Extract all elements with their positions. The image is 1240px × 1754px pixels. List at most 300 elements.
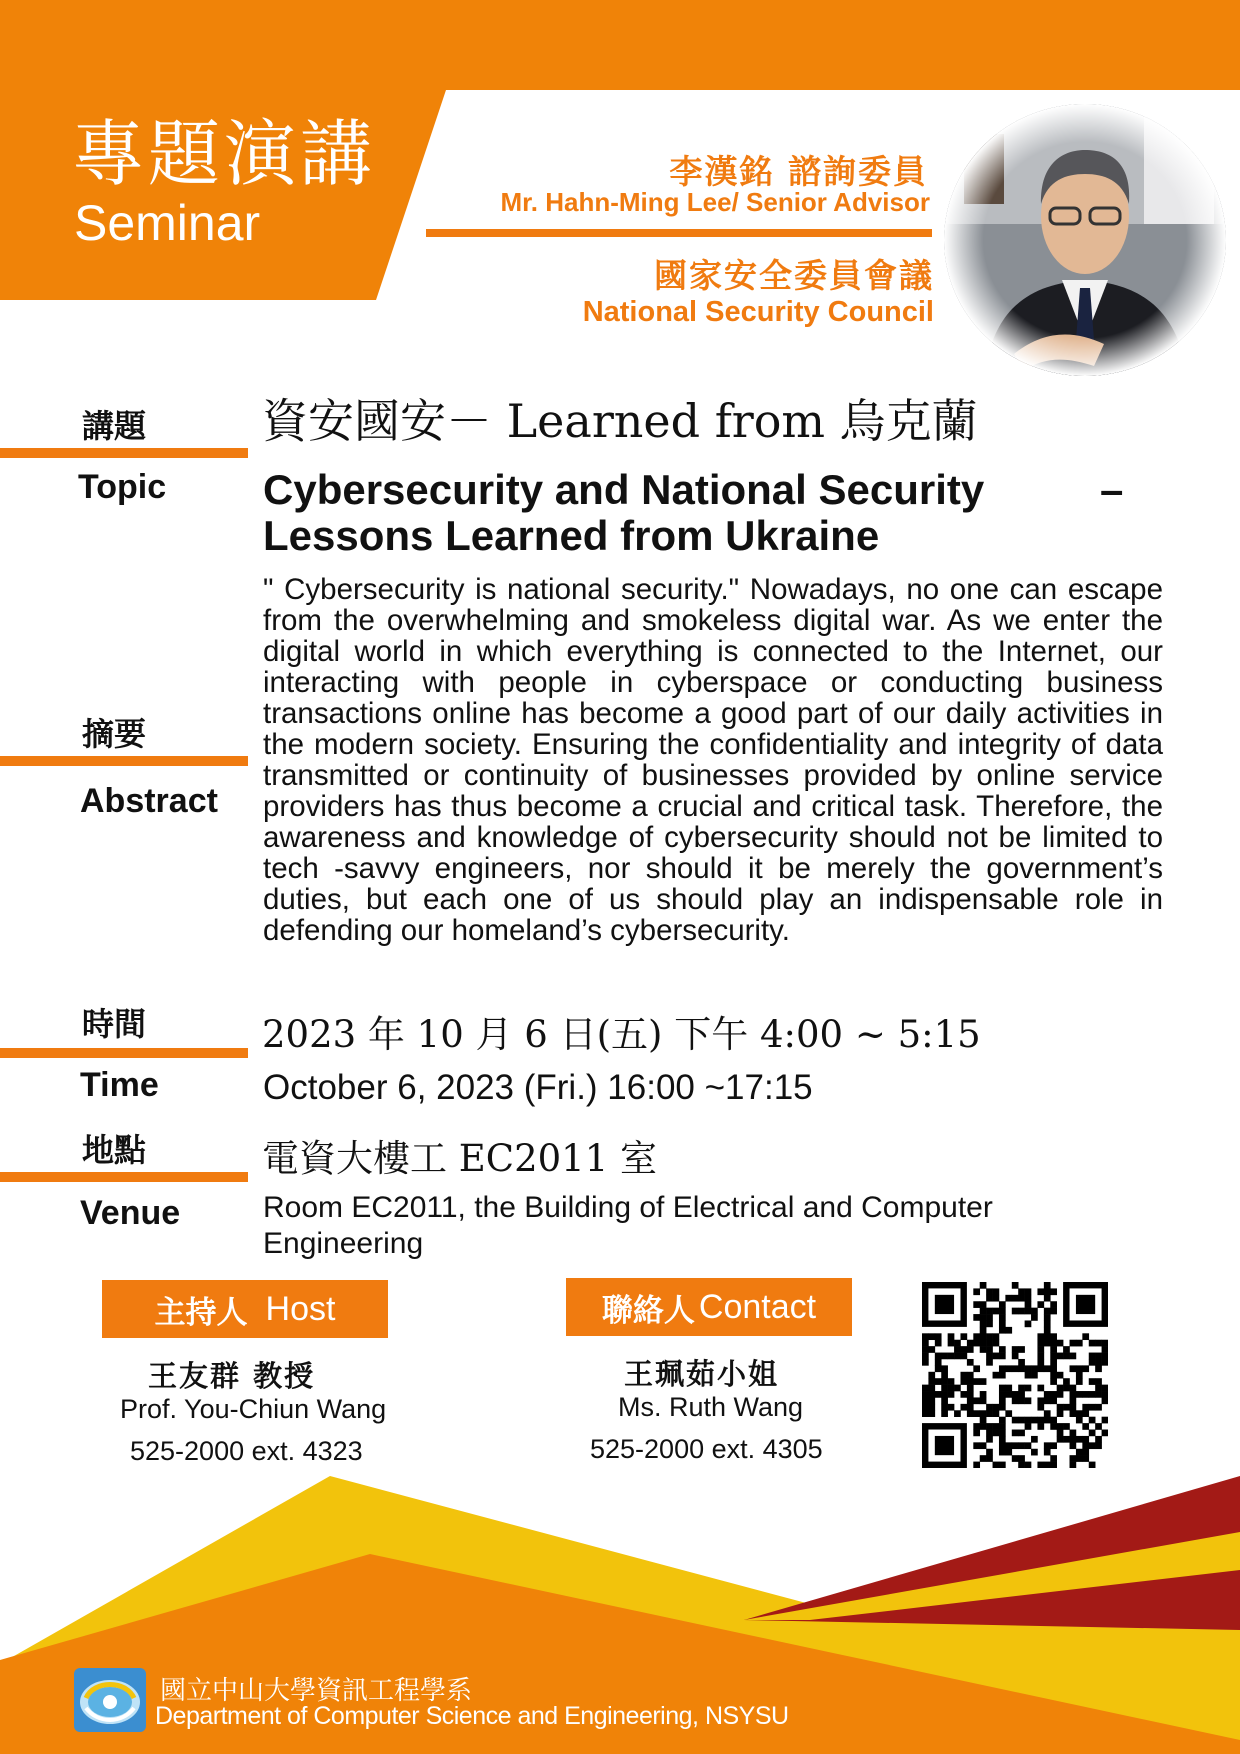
qr-module (922, 1385, 929, 1392)
qr-module (986, 1308, 993, 1315)
qr-module (1044, 1397, 1051, 1404)
qr-module (986, 1295, 993, 1302)
qr-module (1076, 1340, 1083, 1347)
qr-module (1025, 1308, 1032, 1315)
qr-module (960, 1372, 967, 1379)
qr-module (1082, 1449, 1089, 1456)
qr-module (980, 1417, 987, 1424)
qr-module (993, 1404, 1000, 1411)
qr-module (980, 1301, 987, 1308)
qr-module (967, 1391, 974, 1398)
qr-module (1012, 1282, 1019, 1289)
qr-module (1031, 1314, 1038, 1321)
qr-module (1005, 1327, 1012, 1334)
qr-module (986, 1449, 993, 1456)
qr-module (922, 1340, 929, 1347)
qr-module (973, 1365, 980, 1372)
qr-module (1076, 1391, 1083, 1398)
seminar-title-en: Seminar (74, 195, 261, 251)
qr-module (1057, 1385, 1064, 1392)
qr-module (999, 1320, 1006, 1327)
qr-module (1102, 1391, 1108, 1398)
qr-module (999, 1462, 1006, 1468)
qr-module (980, 1308, 987, 1315)
abstract-label-en: Abstract (80, 782, 218, 820)
qr-module (928, 1391, 935, 1398)
qr-module (1063, 1378, 1070, 1385)
qr-module (1089, 1391, 1096, 1398)
qr-module (948, 1353, 955, 1360)
qr-module (1037, 1340, 1044, 1347)
qr-module (999, 1301, 1006, 1308)
qr-module (1005, 1442, 1012, 1449)
qr-module (1070, 1353, 1077, 1360)
qr-module (954, 1340, 961, 1347)
qr-module (1070, 1462, 1077, 1468)
qr-module (1089, 1462, 1096, 1468)
qr-module (967, 1359, 974, 1366)
qr-module (1037, 1288, 1044, 1295)
qr-module (922, 1353, 929, 1360)
qr-module (1037, 1301, 1044, 1308)
qr-module (1102, 1340, 1108, 1347)
qr-module (922, 1404, 929, 1411)
qr-module (980, 1346, 987, 1353)
qr-module (1044, 1295, 1051, 1302)
qr-module (993, 1410, 1000, 1417)
qr-module (973, 1333, 980, 1340)
qr-module (1018, 1442, 1025, 1449)
qr-module (1057, 1353, 1064, 1360)
qr-module (1050, 1333, 1057, 1340)
qr-module (1095, 1378, 1102, 1385)
qr-module (973, 1314, 980, 1321)
qr-finder-pattern (1076, 1295, 1095, 1314)
qr-module (1095, 1436, 1102, 1443)
contact-badge (566, 1278, 852, 1336)
qr-module (973, 1397, 980, 1404)
qr-module (1037, 1333, 1044, 1340)
qr-module (1057, 1423, 1064, 1430)
qr-module (1089, 1417, 1096, 1424)
qr-module (1018, 1359, 1025, 1366)
host-name-zh: 王友群 教授 (148, 1359, 316, 1393)
qr-module (1044, 1327, 1051, 1334)
qr-module (1037, 1397, 1044, 1404)
qr-module (999, 1327, 1006, 1334)
qr-module (973, 1340, 980, 1347)
qr-module (1095, 1359, 1102, 1366)
qr-module (993, 1430, 1000, 1437)
qr-module (1063, 1353, 1070, 1360)
contact-badge-zh: 聯絡人 (601, 1292, 695, 1329)
qr-module (1095, 1385, 1102, 1392)
qr-module (1031, 1449, 1038, 1456)
qr-module (1018, 1430, 1025, 1437)
contact-name-en: Ms. Ruth Wang (618, 1392, 804, 1422)
qr-module (986, 1353, 993, 1360)
qr-module (1050, 1365, 1057, 1372)
department-logo (74, 1668, 146, 1732)
qr-module (1063, 1423, 1070, 1430)
qr-module (1057, 1430, 1064, 1437)
qr-module (948, 1340, 955, 1347)
organization-en: National Security Council (582, 296, 934, 328)
qr-module (960, 1391, 967, 1398)
contact-name-zh: 王珮茹小姐 (624, 1357, 780, 1391)
qr-module (1025, 1397, 1032, 1404)
time-label-en: Time (80, 1066, 159, 1104)
qr-module (948, 1391, 955, 1398)
qr-module (999, 1353, 1006, 1360)
qr-module (1031, 1365, 1038, 1372)
qr-module (1102, 1353, 1108, 1360)
qr-module (1070, 1436, 1077, 1443)
qr-module (1044, 1391, 1051, 1398)
qr-module (960, 1333, 967, 1340)
qr-module (1050, 1391, 1057, 1398)
qr-module (999, 1308, 1006, 1315)
qr-module (1082, 1455, 1089, 1462)
qr-module (928, 1378, 935, 1385)
qr-module (973, 1442, 980, 1449)
qr-module (1037, 1365, 1044, 1372)
qr-module (1037, 1423, 1044, 1430)
qr-module (1082, 1365, 1089, 1372)
qr-module (1037, 1462, 1044, 1468)
qr-module (999, 1346, 1006, 1353)
department-name-zh: 國立中山大學資訊工程學系 (160, 1676, 473, 1706)
qr-module (999, 1423, 1006, 1430)
qr-module (1050, 1417, 1057, 1424)
qr-module (1082, 1410, 1089, 1417)
qr-module (1018, 1308, 1025, 1315)
qr-module (1102, 1430, 1108, 1437)
topic-title-dash: – (1100, 466, 1124, 513)
qr-module (1095, 1423, 1102, 1430)
qr-module (1012, 1397, 1019, 1404)
venue-zh: 電資大樓工 EC2011 室 (262, 1137, 658, 1180)
qr-module (1018, 1391, 1025, 1398)
qr-module (1082, 1391, 1089, 1398)
qr-module (1082, 1442, 1089, 1449)
qr-module (1018, 1385, 1025, 1392)
qr-module (967, 1385, 974, 1392)
qr-module (1005, 1295, 1012, 1302)
qr-module (1070, 1404, 1077, 1411)
qr-module (1076, 1410, 1083, 1417)
qr-module (935, 1340, 942, 1347)
qr-module (1070, 1340, 1077, 1347)
qr-module (1018, 1346, 1025, 1353)
qr-module (1050, 1455, 1057, 1462)
qr-module (1012, 1353, 1019, 1360)
qr-module (999, 1385, 1006, 1392)
qr-module (1070, 1365, 1077, 1372)
qr-module (1044, 1449, 1051, 1456)
qr-module (999, 1442, 1006, 1449)
qr-module (1095, 1365, 1102, 1372)
qr-module (1095, 1353, 1102, 1360)
qr-module (935, 1391, 942, 1398)
qr-module (1031, 1308, 1038, 1315)
topic-label-rule (0, 448, 248, 458)
qr-module (999, 1372, 1006, 1379)
qr-module (948, 1404, 955, 1411)
time-zh: 2023 年 10 月 6 日(五) 下午 4:00 ~ 5:15 (262, 1013, 981, 1056)
qr-finder-pattern (935, 1295, 954, 1314)
qr-module (1057, 1436, 1064, 1443)
qr-module (1102, 1417, 1108, 1424)
qr-module (1082, 1423, 1089, 1430)
qr-module (999, 1436, 1006, 1443)
qr-module (1025, 1417, 1032, 1424)
qr-module (1018, 1295, 1025, 1302)
qr-module (941, 1365, 948, 1372)
qr-module (986, 1340, 993, 1347)
qr-module (1070, 1385, 1077, 1392)
qr-module (973, 1430, 980, 1437)
qr-module (986, 1314, 993, 1321)
qr-module (993, 1308, 1000, 1315)
qr-module (1057, 1404, 1064, 1411)
qr-module (1005, 1449, 1012, 1456)
qr-module (993, 1353, 1000, 1360)
qr-module (1089, 1442, 1096, 1449)
qr-module (980, 1410, 987, 1417)
qr-module (922, 1333, 929, 1340)
qr-module (1076, 1449, 1083, 1456)
qr-module (1012, 1442, 1019, 1449)
abstract-label-zh: 摘要 (82, 715, 147, 753)
qr-module (999, 1314, 1006, 1321)
qr-module (941, 1404, 948, 1411)
qr-module (928, 1410, 935, 1417)
qr-module (1050, 1301, 1057, 1308)
venue-label-zh: 地點 (82, 1131, 147, 1169)
qr-module (1037, 1359, 1044, 1366)
qr-module (980, 1423, 987, 1430)
qr-module (1031, 1417, 1038, 1424)
qr-module (1102, 1346, 1108, 1353)
qr-module (1025, 1423, 1032, 1430)
qr-module (1057, 1340, 1064, 1347)
qr-module (1044, 1314, 1051, 1321)
speaker-portrait (944, 104, 1226, 376)
qr-module (986, 1430, 993, 1437)
qr-module (973, 1462, 980, 1468)
qr-module (986, 1455, 993, 1462)
qr-module (1044, 1282, 1051, 1289)
qr-module (980, 1378, 987, 1385)
qr-module (1076, 1436, 1083, 1443)
qr-module (999, 1417, 1006, 1424)
venue-label-en: Venue (80, 1194, 181, 1232)
qr-module (993, 1340, 1000, 1347)
qr-module (1012, 1391, 1019, 1398)
qr-module (980, 1327, 987, 1334)
qr-module (1050, 1353, 1057, 1360)
qr-module (941, 1385, 948, 1392)
qr-module (1044, 1333, 1051, 1340)
qr-module (1076, 1372, 1083, 1379)
speaker-name-en: Mr. Hahn-Ming Lee/ Senior Advisor (500, 187, 930, 217)
qr-module (941, 1378, 948, 1385)
qr-code[interactable] (922, 1282, 1108, 1468)
qr-module (1005, 1365, 1012, 1372)
qr-module (980, 1314, 987, 1321)
qr-module (1057, 1410, 1064, 1417)
host-badge (102, 1280, 388, 1338)
qr-module (1025, 1372, 1032, 1379)
qr-module (1095, 1404, 1102, 1411)
qr-module (1082, 1333, 1089, 1340)
qr-module (1076, 1417, 1083, 1424)
qr-module (935, 1359, 942, 1366)
speaker-name-zh: 李漢銘 諮詢委員 (669, 152, 928, 191)
seminar-title-zh: 專題演講 (72, 112, 377, 196)
qr-module (1025, 1288, 1032, 1295)
qr-module (973, 1423, 980, 1430)
qr-module (1025, 1320, 1032, 1327)
qr-module (967, 1346, 974, 1353)
qr-module (1063, 1404, 1070, 1411)
qr-module (1070, 1397, 1077, 1404)
qr-module (967, 1372, 974, 1379)
qr-module (1089, 1359, 1096, 1366)
qr-module (1031, 1436, 1038, 1443)
qr-module (1005, 1410, 1012, 1417)
qr-module (1012, 1417, 1019, 1424)
qr-module (1025, 1442, 1032, 1449)
qr-module (1063, 1436, 1070, 1443)
qr-module (1095, 1391, 1102, 1398)
qr-module (935, 1333, 942, 1340)
qr-module (1044, 1410, 1051, 1417)
qr-module (1102, 1385, 1108, 1392)
qr-module (993, 1423, 1000, 1430)
qr-module (1005, 1391, 1012, 1398)
qr-module (1044, 1320, 1051, 1327)
qr-module (1025, 1462, 1032, 1468)
time-label-rule (0, 1048, 248, 1058)
qr-module (986, 1288, 993, 1295)
qr-module (1037, 1346, 1044, 1353)
venue-label-rule (0, 1172, 248, 1182)
qr-module (1070, 1430, 1077, 1437)
qr-module (954, 1353, 961, 1360)
qr-module (999, 1365, 1006, 1372)
qr-module (986, 1404, 993, 1411)
qr-module (922, 1359, 929, 1366)
qr-module (935, 1378, 942, 1385)
abstract-text: " Cybersecurity is national security." Nowadays, no one can escape from the overwhelming and smokeless digital war. As we enter the digital world in which everything is connected to the Internet, our interacting with people in cyberspace or conducting business transactions online has become a good part of our daily activities in the modern society. Ensuring the confidentiality and integrity of data transmitted or continuity of businesses provided by online service providers has thus become a crucial and critical task. Therefore, the awareness and knowledge of cybersecurity should not be limited to tech -savvy engineers, nor should it be merely the government’s duties, but each one of us should play an indispensable role in defending our homeland’s cybersecurity. (263, 573, 1163, 947)
qr-module (1044, 1365, 1051, 1372)
qr-module (1025, 1295, 1032, 1302)
qr-module (948, 1385, 955, 1392)
qr-module (973, 1378, 980, 1385)
qr-module (1082, 1436, 1089, 1443)
time-label-zh: 時間 (82, 1005, 147, 1043)
qr-module (922, 1397, 929, 1404)
venue-en: Room EC2011, the Building of Electrical and Computer Engineering (263, 1191, 993, 1260)
qr-module (1089, 1430, 1096, 1437)
qr-module (1031, 1372, 1038, 1379)
qr-module (922, 1391, 929, 1398)
qr-module (986, 1333, 993, 1340)
qr-module (973, 1301, 980, 1308)
qr-module (1050, 1442, 1057, 1449)
qr-module (1076, 1378, 1083, 1385)
qr-module (922, 1346, 929, 1353)
qr-module (1063, 1346, 1070, 1353)
qr-module (999, 1404, 1006, 1411)
topic-title-en-line2: Lessons Learned from Ukraine (263, 512, 880, 559)
qr-module (941, 1372, 948, 1379)
host-badge-zh: 主持人 (154, 1294, 248, 1331)
qr-module (960, 1378, 967, 1385)
qr-module (1050, 1346, 1057, 1353)
qr-module (1018, 1417, 1025, 1424)
qr-module (960, 1404, 967, 1411)
topic-label-zh: 講題 (82, 407, 147, 445)
qr-module (1050, 1340, 1057, 1347)
qr-module (928, 1397, 935, 1404)
qr-module (980, 1397, 987, 1404)
qr-module (928, 1333, 935, 1340)
qr-module (1102, 1359, 1108, 1366)
qr-module (980, 1391, 987, 1398)
qr-module (1050, 1359, 1057, 1366)
qr-module (980, 1282, 987, 1289)
qr-module (1012, 1430, 1019, 1437)
qr-module (1044, 1340, 1051, 1347)
qr-module (999, 1397, 1006, 1404)
qr-module (1050, 1378, 1057, 1385)
qr-module (1050, 1288, 1057, 1295)
qr-module (1037, 1353, 1044, 1360)
qr-module (1012, 1455, 1019, 1462)
qr-module (980, 1320, 987, 1327)
qr-module (1044, 1462, 1051, 1468)
qr-module (1057, 1372, 1064, 1379)
speaker-divider (426, 229, 932, 237)
qr-module (1089, 1340, 1096, 1347)
qr-module (941, 1353, 948, 1360)
qr-module (1005, 1385, 1012, 1392)
qr-code-graphic (922, 1282, 1108, 1468)
qr-module (993, 1333, 1000, 1340)
qr-module (1063, 1385, 1070, 1392)
qr-module (980, 1455, 987, 1462)
qr-module (1012, 1308, 1019, 1315)
qr-module (999, 1391, 1006, 1398)
topic-title-zh: 資安國安－ Learned from 烏克蘭 (262, 394, 978, 448)
qr-module (1050, 1372, 1057, 1379)
qr-module (1044, 1288, 1051, 1295)
qr-module (941, 1397, 948, 1404)
qr-module (935, 1365, 942, 1372)
qr-module (986, 1320, 993, 1327)
qr-module (1089, 1378, 1096, 1385)
qr-module (1025, 1365, 1032, 1372)
qr-module (922, 1410, 929, 1417)
qr-module (960, 1346, 967, 1353)
qr-module (1018, 1397, 1025, 1404)
qr-module (1025, 1385, 1032, 1392)
qr-module (967, 1397, 974, 1404)
qr-module (1018, 1462, 1025, 1468)
